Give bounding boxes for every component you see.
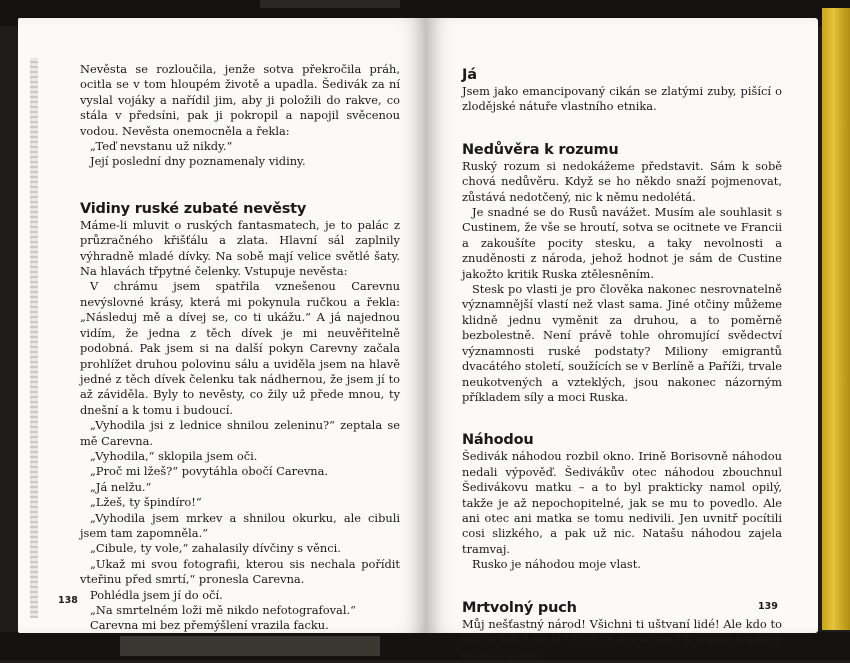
right-text-column bbox=[462, 66, 782, 663]
scan-artifact bbox=[260, 0, 400, 8]
book-cover-edge bbox=[822, 8, 850, 630]
paragraph: Jsem jako emancipovaný cikán se zlatými zuby, pišící o zlodějské nátuře vlastního etnika. bbox=[462, 84, 782, 114]
paragraph: „Teď nevstanu už nikdy.“ bbox=[90, 139, 233, 154]
section-heading: Já bbox=[462, 67, 477, 83]
paragraph: „Proč mi lžeš?“ povytáhla obočí Carevna. bbox=[90, 464, 329, 479]
paragraph: Ruský rozum si nedokážeme představit. Sám k sobě chová nedůvěru. Když se ho někdo snaží pojmenovat, zůstává nedotčený, nic k němu nedolétá. bbox=[462, 158, 782, 204]
paragraph: Její poslední dny poznamenaly vidiny. bbox=[90, 154, 306, 169]
paragraph: Stesk po vlasti je pro člověka nakonec nesrovnatelně významnější vlastí než vlast sama. Jiné otčiny můžeme klidně jednu vyměnit za druhou, a to poměrně bezbolestně. Není právě tohle ohromující svědectví významnosti ruské podstaty? Miliony emigrantů dvacátého století, soužících se v Berlíně a Paříži, trvale neukotvených a vzteklých, jsou nakonec názorným příkladem síly a moci Ruska. bbox=[462, 282, 782, 404]
paragraph: Můj nešťastný národ! Všichni ti uštvaní lidé! Ale kdo to udělá, když ne já? Proč to asi dělám? V zájmu nápravy mravů? Nebo bbox=[462, 616, 782, 662]
paragraph: V chrámu jsem spatřila vznešenou Carevnu nevýslovné krásy, která mi pokynula ručkou a řekla: „Následuj mě a dívej se, co ti ukážu.“ A já najednou vidím, že jedna z těch dívek je mi neuvěřitelně podobná. Pak jsem si na další pokyn Carevny začala prohlížet druhou polovinu sálu a uviděla jsem na hlavě jedné z těch dívek čelenku tak nádhernou, že jsem jí to až záviděla. Byly to nevěsty, co žily už přede mnou, ty dnešní a k tomu i budoucí. bbox=[80, 279, 400, 417]
section-heading: Nedůvěra k rozumu bbox=[462, 141, 619, 158]
section-heading: Náhodou bbox=[462, 432, 534, 449]
paragraph: „Ukaž mi svou fotografii, kterou sis nechala pořídit vteřinu před smrtí,“ pronesla Carevna. bbox=[80, 556, 400, 587]
paragraph: „Vyhodila,“ sklopila jsem oči. bbox=[90, 448, 258, 463]
paragraph: „Já nelžu.“ bbox=[90, 479, 152, 494]
paragraph: „Vyhodila jsem mrkev a shnilou okurku, ale cibuli jsem tam zapomněla.“ bbox=[80, 510, 400, 540]
page-number: 138 bbox=[58, 595, 78, 606]
paragraph: Rusko je náhodou moje vlast. bbox=[472, 557, 641, 572]
scan-artifact bbox=[120, 636, 380, 656]
paragraph: „Vyhodila jsi z lednice shnilou zeleninu?“ zeptala se mě Carevna. bbox=[80, 418, 400, 448]
right-page bbox=[426, 18, 818, 662]
paragraph: Šedivák náhodou rozbil okno. Irině Borisovně náhodou nedali výpověď. Šedivákův otec náhodou zbouchnul Šedivákovu matku – a to byl prakticky namol opilý, takže je až nepochopitelné, jak se mu to povedlo. Ale ani otec ani matka se tomu nedivili. Jen uvnitř pocítili cosi slizkého, a pak už nic. Natašu náhodou zajela tramvaj. bbox=[462, 449, 782, 556]
section-heading: Mrtvolný puch bbox=[462, 599, 577, 616]
left-page bbox=[18, 18, 426, 633]
paragraph: Máme-li mluvit o ruských fantasmatech, je to palác z průzračného křišťálu a zlata. Hlavní sál zaplnily výhradně mladé dívky. Na sobě mají velice světlé šaty. Na hlavách třpytné čelenky. Vstupuje nevěsta: bbox=[80, 217, 400, 279]
paragraph: „Na smrtelném loži mě nikdo nefotografoval.“ bbox=[90, 603, 356, 617]
page-edge-stack bbox=[30, 58, 38, 618]
paragraph: Pohlédla jsem jí do očí. bbox=[90, 587, 223, 602]
paragraph: „Cibule, ty vole,“ zahalasily dívčiny s věnci. bbox=[90, 541, 341, 556]
paragraph: Je snadné se do Rusů navážet. Musím ale souhlasit s Custinem, že vše se hroutí, sotva se ocitnete ve Francii a zakoušíte pocity stesku, a taky nevolnosti a znuděnosti z národa, jehož hodnot je sám de Custine jakožto kritik Ruska ztělesněním. bbox=[462, 205, 782, 281]
paragraph: Nevěsta se rozloučila, jenže sotva překročila práh, ocitla se v tom hloupém životě a upadla. Šedivák za ní vyslal vojáky a nařídil jim, aby ji položili do rakve, co stála v předsíni, pak ji pokropil a napojil svěcenou vodou. Nevěsta onemocněla a řekla: bbox=[80, 62, 400, 138]
paragraph: Carevna mi bez přemýšlení vrazila facku. bbox=[90, 618, 329, 633]
section-heading: Vidiny ruské zubaté nevěsty bbox=[80, 200, 307, 217]
left-text-column bbox=[80, 62, 400, 634]
paragraph: „Lžeš, ty špindíro!“ bbox=[90, 495, 202, 510]
page-number: 139 bbox=[758, 601, 778, 612]
